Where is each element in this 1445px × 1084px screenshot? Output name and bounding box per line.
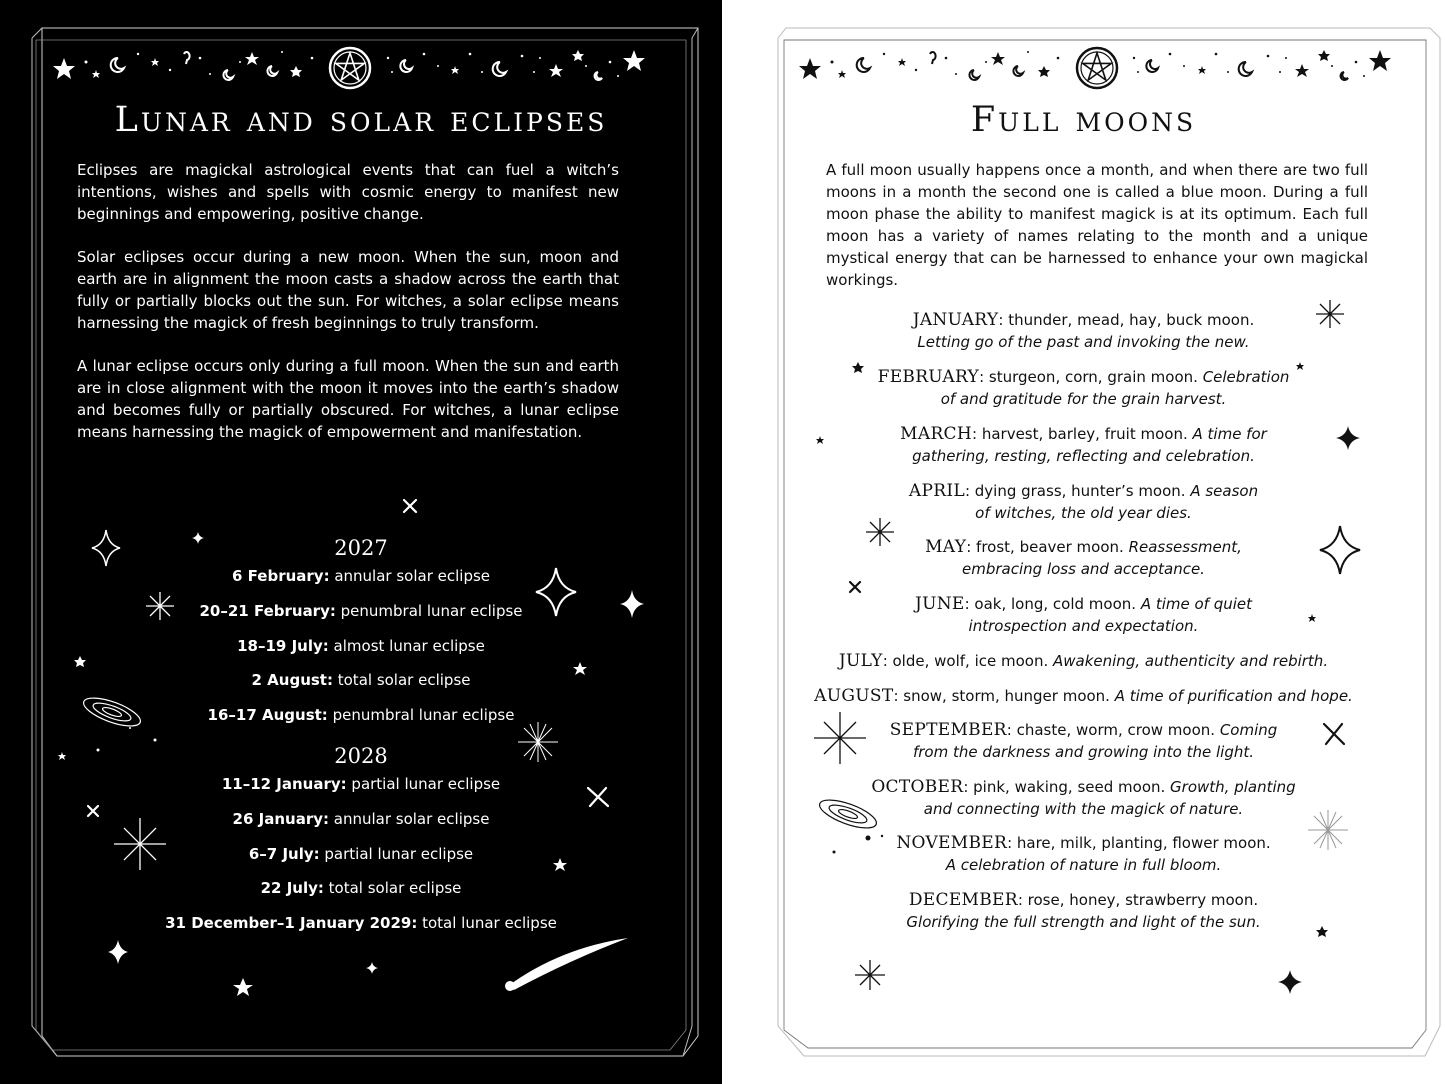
sparkle-icon	[1278, 970, 1302, 994]
sparkle-icon	[366, 962, 378, 974]
month-entry	[722, 832, 1445, 876]
month-line	[896, 834, 1270, 852]
month-desc-line2: embracing loss and acceptance.	[962, 560, 1205, 578]
month-name: OCTOBER	[871, 777, 964, 797]
star-icon	[799, 50, 1391, 79]
eclipse-date: 18–19 July:	[237, 637, 329, 655]
eclipse-desc: total solar eclipse	[332, 671, 471, 689]
month-entry	[722, 309, 1445, 353]
eclipse-desc: penumbral lunar eclipse	[335, 602, 523, 620]
eclipse-item	[0, 775, 722, 793]
eclipse-item	[0, 845, 722, 863]
eclipse-date: 11–12 January:	[221, 775, 347, 793]
month-entry	[722, 536, 1445, 580]
eclipse-item	[0, 879, 722, 897]
year-heading: 2027	[334, 536, 388, 560]
month-name: NOVEMBER	[896, 833, 1008, 853]
month-entry	[722, 593, 1445, 637]
month-desc-line2: Glorifying the full strength and light of the sun.	[906, 913, 1261, 931]
month-desc: Coming	[1219, 721, 1278, 739]
month-line	[909, 482, 1258, 500]
month-desc-line2: and connecting with the magick of nature.	[923, 800, 1244, 818]
eclipse-desc: annular solar eclipse	[329, 567, 491, 585]
moon-names: : olde, wolf, ice moon.	[882, 652, 1053, 670]
eclipse-item	[0, 810, 722, 828]
month-desc: Growth, planting	[1170, 778, 1296, 796]
month-name: JULY	[838, 651, 883, 671]
page-title: Lunar and solar eclipses	[114, 100, 608, 140]
month-name: JUNE	[914, 594, 965, 614]
month-desc-line2: Letting go of the past and invoking the new.	[917, 333, 1250, 351]
month-line	[871, 778, 1295, 796]
month-desc: A time of quiet	[1140, 595, 1253, 613]
crescent-moon-icon	[111, 52, 602, 80]
month-entry	[722, 719, 1445, 763]
moon-names: : frost, beaver moon.	[966, 538, 1129, 556]
eclipse-item	[0, 671, 722, 689]
month-line	[913, 311, 1255, 329]
month-entry	[722, 685, 1445, 707]
star-icon	[74, 656, 86, 667]
moon-names: : sturgeon, corn, grain moon.	[979, 368, 1203, 386]
eclipse-item	[0, 914, 722, 932]
left-page	[0, 0, 722, 1084]
eclipse-item	[0, 567, 722, 585]
eclipse-item	[0, 602, 722, 620]
month-name: DECEMBER	[908, 890, 1018, 910]
month-name: SEPTEMBER	[889, 720, 1007, 740]
month-entry	[722, 776, 1445, 820]
eclipse-item	[0, 637, 722, 655]
month-name: FEBRUARY	[877, 367, 980, 387]
month-entry	[722, 366, 1445, 410]
month-name: JANUARY	[912, 310, 999, 330]
month-desc: Celebration	[1202, 368, 1290, 386]
eclipse-date: 6–7 July:	[248, 845, 320, 863]
crescent-moon-icon	[857, 52, 1348, 80]
month-line	[900, 425, 1267, 443]
eclipse-desc: almost lunar eclipse	[328, 637, 485, 655]
month-desc: A time for	[1192, 425, 1267, 443]
eclipse-date: 26 January:	[232, 810, 329, 828]
month-line	[839, 652, 1328, 670]
month-desc: A season	[1190, 482, 1259, 500]
month-name: MARCH	[900, 424, 972, 444]
month-line	[925, 538, 1242, 556]
intro-paragraph: Eclipses are magickal astrological events that can fuel a witch’s intentions, wishes and spells with cosmic energy to manifest new beginnings and empowering, positive change.	[77, 161, 619, 223]
moon-names: : dying grass, hunter’s moon.	[964, 482, 1191, 500]
intro-paragraph: A full moon usually happens once a month, and when there are two full moons in a month the second one is called a blue moon. During a full moon phase the ability to manifest magick is at its optimum. Each full moon has a variety of names relating to the month and a unique mystical energy that can be harnessed to enhance your own magickal workings.	[826, 161, 1368, 289]
eclipse-desc: partial lunar eclipse	[346, 775, 501, 793]
month-line	[878, 368, 1290, 386]
moon-names: : chaste, worm, crow moon.	[1006, 721, 1220, 739]
solar-eclipse-paragraph: Solar eclipses occur during a new moon. When the sun, moon and earth are in alignment the moon casts a shadow across the earth that fully or partially blocks out the sun. For witches, a solar eclipse means harnessing the magick of fresh beginnings to truly transform.	[77, 248, 619, 332]
month-desc-line2: gathering, resting, reflecting and celebration.	[912, 447, 1255, 465]
sparkle-icon	[114, 592, 174, 870]
shooting-star-icon	[505, 938, 628, 991]
eclipse-desc: total solar eclipse	[323, 879, 462, 897]
eclipse-date: 16–17 August:	[207, 706, 328, 724]
month-desc: Awakening, authenticity and rebirth.	[1053, 652, 1329, 670]
eclipse-date: 20–21 February:	[199, 602, 336, 620]
moon-names: : thunder, mead, hay, buck moon.	[998, 311, 1255, 329]
month-name: APRIL	[908, 481, 965, 501]
month-name: MAY	[925, 537, 967, 557]
month-entry	[722, 650, 1445, 672]
month-line	[890, 721, 1278, 739]
month-desc-line2: of and gratitude for the grain harvest.	[940, 390, 1227, 408]
pentacle-icon	[330, 48, 370, 88]
star-icon	[53, 50, 645, 79]
eclipse-date: 2 August:	[251, 671, 333, 689]
eclipse-desc: total lunar eclipse	[417, 914, 557, 932]
eclipse-date: 6 February:	[231, 567, 330, 585]
moon-names: : pink, waking, seed moon.	[963, 778, 1171, 796]
star-icon	[233, 978, 253, 996]
sparkle-icon	[108, 940, 128, 964]
eclipse-desc: penumbral lunar eclipse	[327, 706, 515, 724]
month-line	[915, 595, 1252, 613]
lunar-eclipse-paragraph: A lunar eclipse occurs only during a full moon. When the sun and earth are in close alignment with the moon it moves into the earth’s shadow and becomes fully or partially obscured. For witches, a lunar eclipse means harnessing the magick of empowerment and manifestation.	[77, 357, 619, 441]
month-desc-line2: from the darkness and growing into the light.	[912, 743, 1255, 761]
month-desc-line2: A celebration of nature in full bloom.	[945, 856, 1222, 874]
month-entry	[722, 423, 1445, 467]
moon-names: : hare, milk, planting, flower moon.	[1007, 834, 1271, 852]
page-title: Full moons	[970, 100, 1197, 140]
year-heading: 2028	[334, 744, 388, 768]
eclipse-date: 31 December–1 January 2029:	[165, 914, 418, 932]
month-desc: Reassessment,	[1128, 538, 1242, 556]
eclipse-desc: partial lunar eclipse	[319, 845, 474, 863]
month-line	[814, 687, 1353, 705]
month-name: AUGUST	[814, 686, 894, 706]
moon-names: : rose, honey, strawberry moon.	[1017, 891, 1259, 909]
month-desc-line2: of witches, the old year dies.	[975, 504, 1192, 522]
month-line	[909, 891, 1258, 909]
moon-names: : harvest, barley, fruit moon.	[972, 425, 1193, 443]
eclipse-desc: annular solar eclipse	[329, 810, 490, 828]
month-desc: A time of purification and hope.	[1114, 687, 1353, 705]
eclipse-item	[0, 706, 722, 724]
month-desc-line2: introspection and expectation.	[968, 617, 1199, 635]
moon-names: : oak, long, cold moon.	[964, 595, 1141, 613]
eclipse-date: 22 July:	[260, 879, 324, 897]
pentacle-icon	[1077, 48, 1117, 88]
month-entry	[722, 480, 1445, 524]
right-page	[722, 0, 1445, 1084]
moon-names: : snow, storm, hunger moon.	[893, 687, 1115, 705]
month-entry	[722, 889, 1445, 933]
